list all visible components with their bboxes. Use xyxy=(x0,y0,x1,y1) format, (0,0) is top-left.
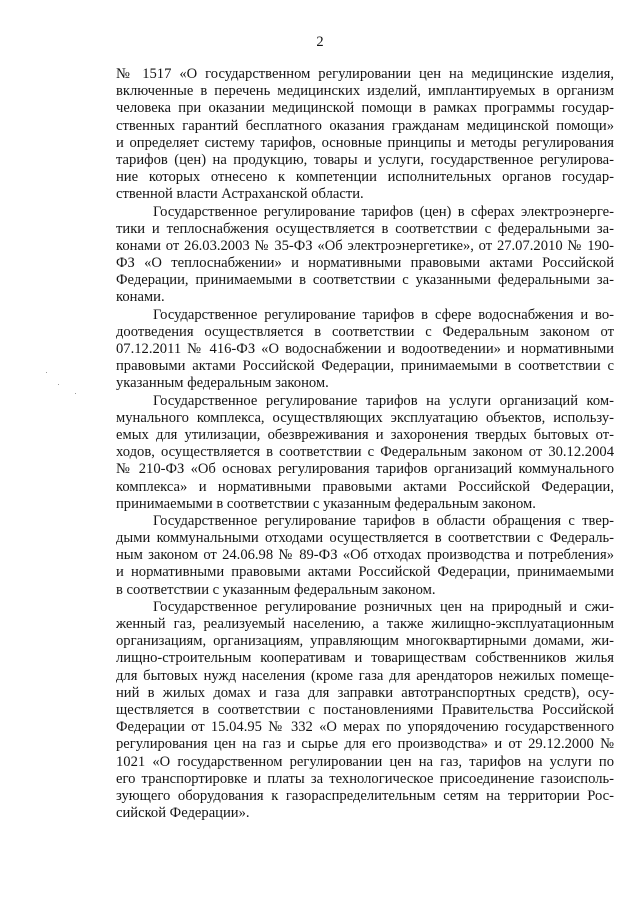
page-number: 2 xyxy=(316,34,324,50)
text-line: ний в жилых домах и газа для заправки автотранспортных средств), осу- xyxy=(116,684,614,701)
text-line: ственных гарантий бесплатного оказания гражданам медицинской помощи» xyxy=(116,117,614,134)
text-line: ФЗ «О теплоснабжении» и нормативными правовыми актами Российской xyxy=(116,255,614,272)
text-line: для бытовых нужд населения (кроме газа для арендаторов нежилых помеще- xyxy=(116,667,614,684)
text-line: мунального комплекса, осуществляющих эксплуатацию объектов, использу- xyxy=(116,409,614,426)
text-line: и нормативными правовыми актами Российской Федерации, принимаемыми xyxy=(116,564,614,581)
text-line: емых для утилизации, обезвреживания и захоронения твердых бытовых от- xyxy=(116,426,614,443)
text-line: № 1517 «О государственном регулировании цен на медицинские изделия, xyxy=(116,66,614,82)
text-line: № 210-ФЗ «Об основах регулирования тарифов организаций коммунального xyxy=(116,461,614,478)
text-line: сийской Федерации». xyxy=(116,805,250,822)
paragraph xyxy=(116,393,614,513)
text-line: ходов, осуществляется в соответствии с Федеральным законом от 30.12.2004 xyxy=(116,444,614,461)
text-line: ществляется в соответствии с постановлениями Правительства Российской xyxy=(116,701,614,718)
scan-speck xyxy=(46,372,47,373)
text-line: Федерации от 15.04.95 № 332 «О мерах по упорядочению государственного xyxy=(116,719,614,736)
text-line: женный газ, реализуемый населению, а также жилищно-эксплуатационным xyxy=(116,616,614,632)
text-line: регулирования цен на газ и сырье для его производства» и от 29.12.2000 № xyxy=(116,736,614,753)
text-line: включенные в перечень медицинских изделий, имплантируемых в организм xyxy=(116,83,614,100)
text-line: человека при оказании медицинской помощи в рамках программы государ- xyxy=(116,100,614,117)
text-line: его транспортировке и платы за технологическое присоединение газоисполь- xyxy=(116,770,614,787)
scan-speck xyxy=(58,384,59,385)
text-line: ным законом от 24.06.98 № 89-ФЗ «Об отходах производства и потребления» xyxy=(116,547,614,564)
scan-speck xyxy=(75,393,76,394)
paragraph xyxy=(116,599,614,822)
text-line: тарифов (цен) на продукцию, товары и услуги, государственное регулирова- xyxy=(116,151,614,168)
text-line: лищно-строительным кооперативам и товариществам собственников жилья xyxy=(116,650,614,667)
text-line: Государственное регулирование тарифов в области обращения с твер- xyxy=(153,512,614,529)
text-line: зующего оборудования к газораспределительным сетям на территории Рос- xyxy=(116,787,614,804)
text-line: ственной власти Астраханской области. xyxy=(116,186,364,203)
text-line: 1021 «О государственном регулировании цен на газ, тарифов на услуги по xyxy=(116,753,614,770)
text-line: тики и теплоснабжения осуществляется в соответствии с федеральными за- xyxy=(116,220,614,237)
text-line: правовыми актами Российской Федерации, принимаемыми в соответствии с xyxy=(116,358,614,375)
text-line: конами от 26.03.2003 № 35-ФЗ «Об электроэнергетике», от 27.07.2010 № 190- xyxy=(116,237,614,254)
paragraph xyxy=(116,307,614,393)
text-line: 07.12.2011 № 416-ФЗ «О водоснабжении и водоотведении» и нормативными xyxy=(116,341,614,357)
text-line: Государственное регулирование тарифов (цен) в сферах электроэнерге- xyxy=(153,203,614,220)
text-line: конами. xyxy=(116,289,165,306)
text-line: Государственное регулирование розничных цен на природный и сжи- xyxy=(153,598,614,615)
text-line: дыми коммунальными отходами осуществляется в соответствии с Федераль- xyxy=(116,530,614,547)
text-line: и определяет систему тарифов, основные принципы и методы регулирования xyxy=(116,134,614,151)
text-line: ние которых отнесено к компетенции исполнительных органов государ- xyxy=(116,169,614,186)
text-line: указанным федеральным законом. xyxy=(116,375,329,392)
text-line: доотведения осуществляется в соответствии с Федеральным законом от xyxy=(116,323,614,340)
paragraph xyxy=(116,204,614,307)
text-line: Федерации, принимаемыми в соответствии с указанными федеральными за- xyxy=(116,272,614,289)
text-line: принимаемыми в соответствии с указанным федеральным законом. xyxy=(116,495,536,512)
paragraph xyxy=(116,513,614,599)
text-line: Государственное регулирование тарифов в сфере водоснабжения и во- xyxy=(153,306,614,323)
paragraph xyxy=(116,66,614,204)
document-body xyxy=(116,66,614,822)
text-line: Государственное регулирование тарифов на услуги организаций ком- xyxy=(153,392,614,409)
text-line: в соответствии с указанным федеральным законом. xyxy=(116,581,436,598)
text-line: комплекса» и нормативными правовыми актами Российской Федерации, xyxy=(116,478,614,495)
text-line: организациям, организациям, управляющим многоквартирными домами, жи- xyxy=(116,633,614,650)
